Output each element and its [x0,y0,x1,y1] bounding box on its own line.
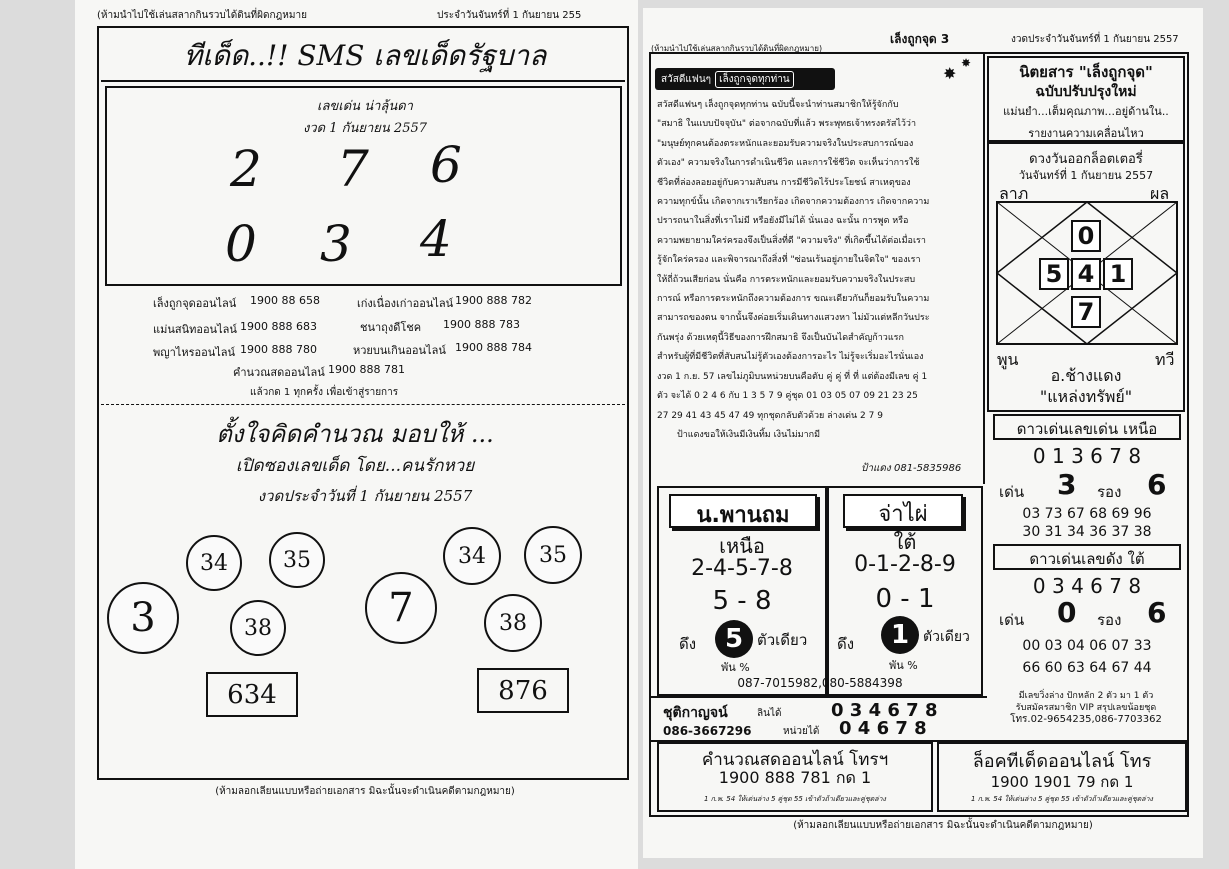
horo-cell-right [1103,258,1133,290]
article-line: การณ์ หรือการตระหนักถึงความต้องการ ขณะเดียวกันก็ยอมรับในความ [657,294,930,305]
right-circle-34-label: 34 [458,543,486,569]
north-pan: พัน % [721,661,750,674]
right-page-header: เล็งถูกจุด 3 [890,32,950,46]
left-circle-38-label: 38 [244,615,272,641]
article-line: ตัวเอง" ความจริงในการดำเนินชีวิต และการใช้ชีวิต จะเห็นว่าการใช้ [657,158,920,169]
south-line2: 0 - 1 [875,584,935,614]
magazine-sub: ฉบับปรับปรุงใหม่ [1035,84,1137,100]
online-num-6: 1900 888 781 [328,363,405,376]
online-num-3: 1900 888 783 [443,318,520,331]
promo-line2: รับสมัครสมาชิก VIP สรุปเลขน้อยชุด [1015,703,1157,713]
horoscope-author-sub: "แหล่งทรัพย์" [1039,387,1133,406]
north-line1: 2-4-5-7-8 [691,556,793,581]
article-line: ความทุกข์นั้น เกิดจากเราเรียกร้อง เกิดจากความต้องการ เกิดจากความ [657,197,930,208]
dao-bottom-den: 0 [1057,596,1077,629]
horo-top-digit: 0 [1077,222,1095,250]
left-bottom-note: (ห้ามลอกเลียนแบบหรือถ่ายเอกสาร มิฉะนั้นจะดำเนินคดีตามกฎหมาย) [215,786,515,797]
sparkle-icon: ✸ [943,64,957,83]
dao-top-title: ดาวเด่นเลขเด่น เหนือ [1016,420,1158,438]
article-line: สวัสดีแฟนๆ เล็งถูกจุดทุกท่าน ฉบับนี้จะนำท่านสมาชิกให้รู้จักกับ [657,100,899,110]
horo-cell-left [1039,258,1069,290]
right-result-box [477,668,569,713]
article-line: สำหรับผู้ที่มีชีวิตที่สับสนไม่รู้ตัวเองต้องการอะไร ไม่รู้จะเริ่มอะไรนั่นเอง [657,352,924,363]
horoscope-author: อ.ช้างแดง [1050,366,1122,385]
promo-line3: โทร.02-9654235,086-7703362 [1010,714,1162,725]
dao-top-pairs2: 30 31 34 36 37 38 [1022,524,1152,540]
digit-0: 0 [225,215,257,273]
horoscope-top-left: ลาภ [999,184,1029,203]
article-line: กันพรุ่ง ด้วยเหตุนี้วิธีของการฝึกสมาธิ จึงเป็นบันไดสำคัญก้าวแรก [657,332,904,343]
online-num-4: 1900 888 780 [240,343,317,356]
article-line: "มนุษย์ทุกคนต้องตระหนักและยอมรับความจริงในประสบการณ์ของ [657,138,914,149]
horoscope-date: วันจันทร์ที่ 1 กันยายน 2557 [1018,169,1154,182]
left-circle-35-label: 35 [283,547,311,573]
online-num-1: 1900 888 782 [455,294,532,307]
south-ding: ดึง [837,635,855,653]
article-line: สามารถของตน จากนั้นจึงค่อยเริ่มเดินทางแสวงหา ไม่มัวแต่หลีกวันประ [657,313,930,324]
article-line: ปรารถนาในสิ่งที่เราไม่มี หรือยังมีไม่ได้ นั่นเอง ฉะนั้น การพูด หรือ [657,216,909,227]
left-big-circle [107,582,179,654]
north-south-phones: 087-7015982,080-5884398 [737,676,903,690]
right-circle-35-label: 35 [539,542,567,568]
article-line: ตัว จะได้ 0 2 4 6 กับ 1 3 5 7 9 คู่ชุด 01 03 05 07 09 21 23 25 [657,391,918,402]
dao-bottom-rong: 6 [1147,596,1167,629]
online-label-4: พญาไหรออนไลน์ [153,346,236,359]
digit-2: 2 [230,140,262,198]
south-pan: พัน % [889,659,918,672]
article-line: ให้ถี่ถ้วนเสียก่อน นั่นคือ การตระหนักและยอมรับความจริงในประสบ [657,274,916,285]
online-label-5: หวยบนเกินออนไลน์ [353,344,446,357]
right-circle-38 [484,594,542,652]
dao-top-rong-label: รอง [1097,483,1122,501]
right-circle-35 [524,526,582,584]
online-label-0: เล็งถูกจุดออนไลน์ [153,297,237,310]
online-label-6: คำนวณสดออนไลน์ [233,366,325,379]
right-big-number: 7 [388,585,414,631]
left-circle-35 [269,532,325,588]
bottom-right-num: 1900 1901 79 กด 1 [990,773,1134,791]
north-single-label: ตัวเดียว [757,631,808,649]
right-big-circle [365,572,437,644]
digit-7: 7 [337,140,369,198]
dao-top-digits: 0 1 3 6 7 8 [1032,444,1142,468]
section-title: ตั้งใจคิดคำนวณ มอบให้ ... [216,420,494,448]
right-circle-34 [443,527,501,585]
right-result-number: 876 [498,675,548,706]
title-rule [101,80,625,82]
chudtikan-nums2: 0 4 6 7 8 [839,718,927,739]
dao-bottom-pairs2: 66 60 63 64 67 44 [1022,660,1152,676]
chudtikan-name: ชุติกาญจน์ [663,705,728,721]
north-region: เหนือ [719,534,765,558]
dao-top-den-label: เด่น [999,483,1025,501]
digit-3: 3 [320,215,352,273]
chudtikan-nums1: 0 3 4 6 7 8 [831,700,938,721]
online-num-0: 1900 88 658 [250,294,320,307]
left-result-number: 634 [227,679,277,710]
chudtikan-phone: 086-3667296 [663,724,752,738]
sparkle-icon-2: ✸ [961,56,972,70]
magazine-line4: รายงานความเคลื่อนไหว [1028,127,1144,140]
article-line: 27 29 41 43 45 47 49 ทุกชุดกลับตัวด้วย ล่างเด่น 2 7 9 [657,410,883,421]
digit-6: 6 [430,136,462,194]
promo-line1: มีเลขวิ่งล่าง ปักหลัก 2 ตัว มา 1 ตัว [1018,691,1154,701]
bottom-left-num: 1900 888 781 กด 1 [718,768,872,787]
horo-bottom-digit: 7 [1077,298,1095,326]
left-circle-34-label: 34 [200,550,228,576]
dao-bottom-rong-label: รอง [1097,611,1122,629]
south-region: ใต้ [893,530,917,554]
online-label-1: เก่งเนื่องเก่าออนไลน์ [357,297,454,310]
featured-subtitle: เลขเด่น น่าลุ้นดา [317,99,413,114]
chudtikan-sub2: หน่วยได้ [783,726,820,737]
left-page [75,0,638,869]
article-line: ชีวิตที่ล่องลอยอยู่กับความสับสน การมีชีวิตไร้ประโยชน์ สาเหตุของ [657,177,911,188]
article-line: ป้าแดงขอให้เงินมีเงินทิ้ม เงินไม่มากมี [677,429,821,440]
south-single-label: ตัวเดียว [923,629,970,645]
horo-cell-top [1071,220,1101,252]
dao-top-pairs1: 03 73 67 68 69 96 [1022,506,1152,522]
dao-bottom-pairs1: 00 03 04 06 07 33 [1022,638,1152,654]
magazine-line3: แม่นยำ...เต็มคุณภาพ...อยู่ด้านใน.. [1003,105,1169,118]
horo-center-digit: 4 [1077,260,1095,288]
article-line: "สมาธิ ในแบบปัจจุบัน" ต่อจากฉบับที่แล้ว พระพุทธเจ้าทรงตรัสไว้ว่า [657,119,917,130]
south-title: จ่าไผ่ [878,502,928,527]
south-line1: 0-1-2-8-9 [854,552,956,577]
horo-cell-center [1071,258,1101,290]
left-top-date: ประจำวันจันทร์ที่ 1 กันยายน 255 [437,10,582,21]
horoscope-bottom-left: พูน [997,350,1019,369]
dao-bottom-title: ดาวเด่นเลขดัง ใต้ [1029,550,1145,568]
dao-bottom-den-label: เด่น [999,611,1025,629]
left-circle-34 [186,535,242,591]
online-label-3: ชนาถุงดีโชค [360,321,422,334]
dao-bottom-digits: 0 3 4 6 7 8 [1032,574,1142,598]
sidebar-divider [983,54,985,484]
article-body [657,96,989,445]
north-title: น.พานถม [696,503,790,528]
north-single: 5 [724,624,744,654]
article-line: งวด 1 ก.ย. 57 เลขไม่ภูมิบนหน่วยบนคือตับ คู่ คู่ ที่ ที่ แต่ต้องมีเลข คู่ 1 [657,371,928,382]
chudtikan-top-rule [651,696,987,698]
south-single: 1 [890,620,910,650]
right-circle-38-label: 38 [499,610,527,636]
digit-4: 4 [420,210,452,268]
left-result-box [206,672,298,717]
online-label-2: แม่นสนิทออนไลน์ [153,323,237,336]
section-subtitle: เปิดซองเลขเด็ด โดย...คนรักหวย [235,456,475,476]
greeting-badge [655,68,835,90]
left-circle-38 [230,600,286,656]
horoscope-top-right: ผล [1150,184,1170,203]
online-num-5: 1900 888 784 [455,341,532,354]
online-footnote: แล้วกด 1 ทุกครั้ง เพื่อเข้าสู่รายการ [250,387,399,398]
right-top-banner: (ห้ามนำไปใช้เล่นสลากกินรวบได้ดินที่ผิดกฎหมาย) [651,44,823,53]
horo-left-digit: 5 [1045,260,1063,288]
magazine-title: นิตยสาร "เล็งถูกจุด" [1019,63,1153,81]
horo-cell-bottom [1071,296,1101,328]
horoscope-bottom-right: ทวี [1155,350,1175,369]
right-page [643,8,1203,858]
article-line: รู้จักใคร่ครอง และพิจารณาถึงสิ่งที่ "ซ่อนเร้นอยู่ภายในจิตใจ" ของเรา [657,255,921,266]
left-big-number: 3 [130,595,156,641]
north-ding: ดึง [679,635,697,653]
horoscope-title: ดวงวันออกล็อตเตอรี่ [1029,152,1143,167]
article-line: ความพยายามใคร่ครองจึงเป็นสิ่งที่ดี "ความจริง" ที่เกิดขึ้นได้ต่อเมื่อเรา [657,235,926,246]
dao-top-rong: 6 [1147,468,1167,501]
featured-date: งวด 1 กันยายน 2557 [302,121,428,136]
chudtikan-sub: ลินได้ [757,708,782,719]
dao-top-den: 3 [1057,468,1077,501]
south-single-circle [881,616,919,654]
horo-right-digit: 1 [1109,260,1127,288]
bottom-right-note: 1 ก.พ. 54 ให้เด่นล่าง 5 คู่ชุด 55 เข้าตัวถ้าเดียวและคู่ชุดล่าง [971,795,1153,803]
greeting-badge-text1: สวัสดีแฟนๆ [661,73,712,85]
online-num-2: 1900 888 683 [240,320,317,333]
north-single-circle [715,620,753,658]
right-bottom-note: (ห้ามลอกเลียนแบบหรือถ่ายเอกสาร มิฉะนั้นจะดำเนินคดีตามกฎหมาย) [793,820,1093,831]
bottom-left-title: คำนวณสดออนไลน์ โทรฯ [701,750,889,770]
left-top-banner: (ห้ามนำไปใช้เล่นสลากกินรวบได้ดินที่ผิดกฎหมาย [97,10,307,21]
bottom-right-title: ล็อคทีเด็ดออนไลน์ โทร [972,751,1152,772]
greeting-badge-text2: เล็งถูกจุดทุกท่าน [715,71,794,88]
bottom-left-note: 1 ก.พ. 54 ให้เด่นล่าง 5 คู่ชุด 55 เข้าตัวถ้าเดียวและคู่ชุดล่าง [704,795,886,803]
right-issue-date: งวดประจำวันจันทร์ที่ 1 กันยายน 2557 [1011,34,1179,45]
north-line2: 5 - 8 [712,586,772,616]
section-divider [101,404,625,405]
left-title: ทีเด็ด..!! SMS เลขเด็ดรัฐบาล [183,39,547,72]
article-signature: ป้าแดง 081-5835986 [861,463,962,474]
section-date: งวดประจำวันที่ 1 กันยายน 2557 [257,487,473,505]
